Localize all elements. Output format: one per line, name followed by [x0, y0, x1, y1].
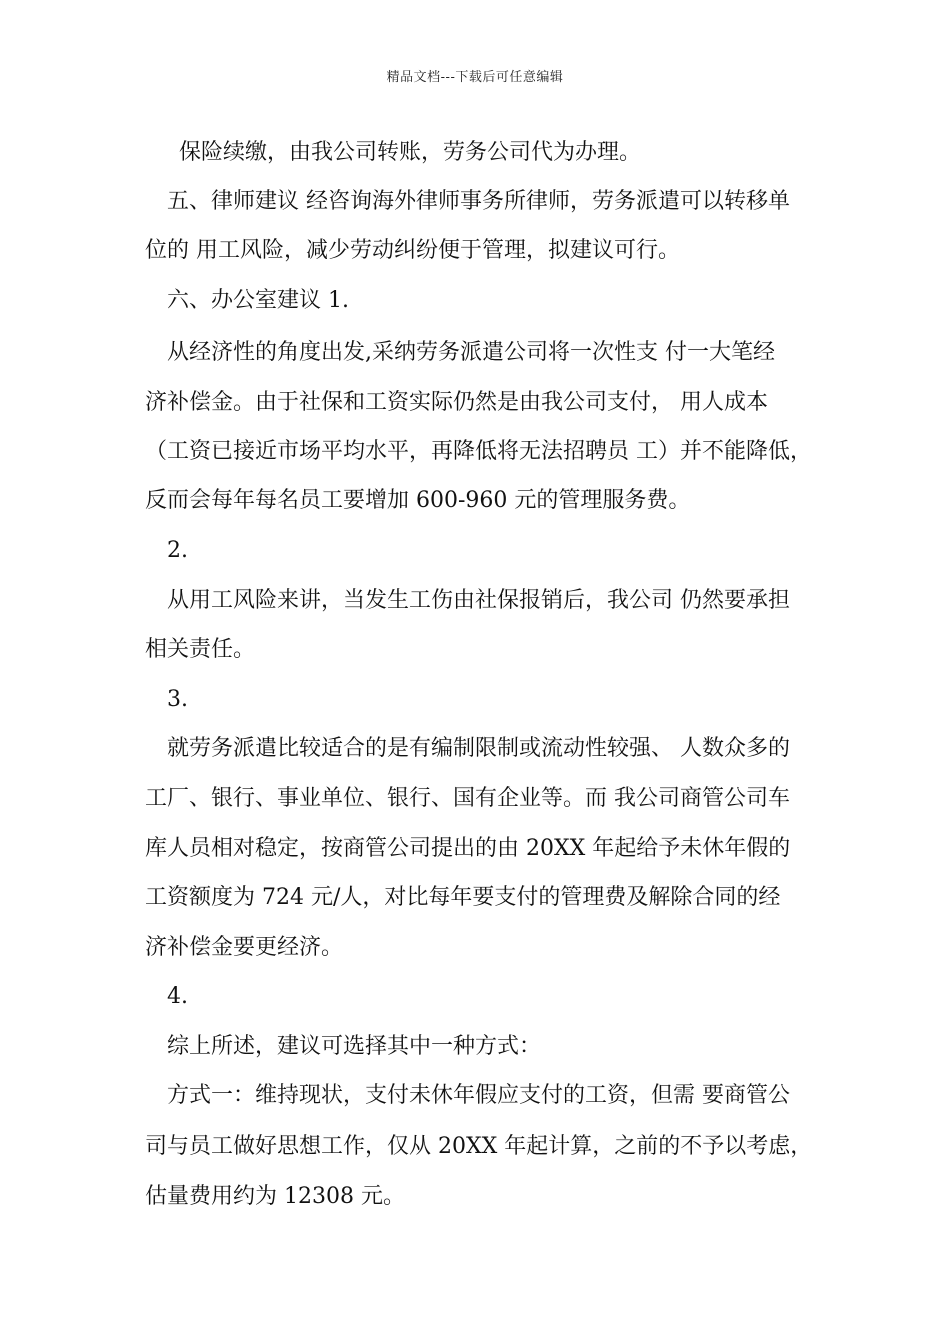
- text-line: 库人员相对稳定，按商管公司提出的由 20XX 年起给予未休年假的: [145, 836, 791, 861]
- text-line: 工厂、银行、事业单位、银行、国有企业等。而 我公司商管公司车: [145, 786, 790, 811]
- text-line: 4.: [167, 984, 188, 1009]
- text-line: 从用工风险来讲，当发生工伤由社保报销后，我公司 仍然要承担: [167, 588, 790, 613]
- text-line: 司与员工做好思想工作，仅从 20XX 年起计算，之前的不予以考虑，: [145, 1134, 813, 1159]
- text-line: 五、律师建议 经咨询海外律师事务所律师，劳务派遣可以转移单: [167, 189, 790, 214]
- text-line: 综上所述，建议可选择其中一种方式：: [167, 1034, 542, 1059]
- text-line: 从经济性的角度出发,采纳劳务派遣公司将一次性支 付一大笔经: [167, 340, 775, 365]
- text-line: （工资已接近市场平均水平，再降低将无法招聘员 工）并不能降低，: [145, 439, 812, 464]
- text-line: 位的 用工风险，减少劳动纠纷便于管理，拟建议可行。: [145, 238, 680, 263]
- text-line: 相关责任。: [145, 637, 256, 662]
- text-line: 2.: [167, 538, 188, 563]
- page-header: 精品文档---下载后可任意编辑: [386, 70, 564, 85]
- text-line: 保险续缴，由我公司转账，劳务公司代为办理。: [179, 140, 642, 165]
- text-line: 方式一：维持现状，支付未休年假应支付的工资，但需 要商管公: [167, 1083, 790, 1108]
- text-line: 反而会每年每名员工要增加 600-960 元的管理服务费。: [145, 488, 691, 513]
- text-line: 济补偿金。由于社保和工资实际仍然是由我公司支付， 用人成本: [145, 390, 768, 415]
- text-line: 3.: [167, 687, 188, 712]
- text-line: 就劳务派遣比较适合的是有编制限制或流动性较强、 人数众多的: [167, 736, 790, 761]
- text-line: 估量费用约为 12308 元。: [145, 1184, 405, 1209]
- text-line: 工资额度为 724 元/人，对比每年要支付的管理费及解除合同的经: [145, 885, 781, 910]
- text-line: 济补偿金要更经济。: [145, 935, 344, 960]
- text-line: 六、办公室建议 1.: [167, 288, 349, 313]
